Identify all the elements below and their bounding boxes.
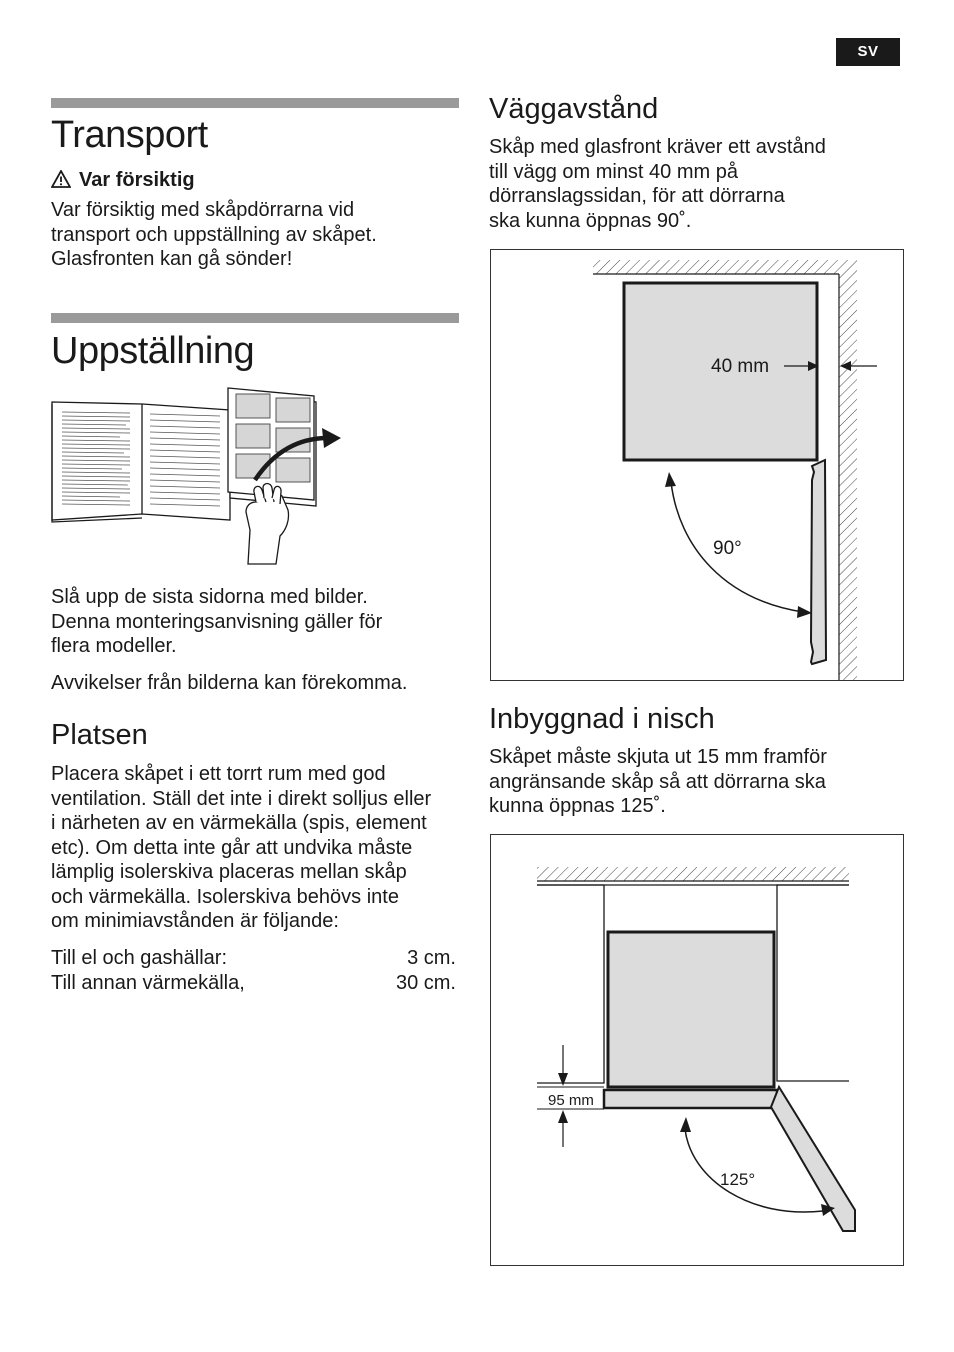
text-line: Skåp med glasfront kräver ett avstånd bbox=[489, 136, 826, 158]
language-badge: SV bbox=[836, 38, 900, 66]
text-line: Skåpet måste skjuta ut 15 mm framför bbox=[489, 746, 827, 768]
wall-distance-diagram bbox=[491, 250, 903, 680]
distance-label: 95 mm bbox=[548, 1092, 594, 1109]
distance-label: 40 mm bbox=[711, 356, 770, 377]
top-wall bbox=[537, 867, 849, 881]
text-line: flera modeller. bbox=[51, 635, 177, 657]
distance-table bbox=[51, 946, 456, 995]
open-door bbox=[811, 460, 826, 664]
distance-value: 3 cm. bbox=[407, 947, 456, 969]
distance-label: Till annan värmekälla, bbox=[51, 971, 245, 994]
arrow-head bbox=[797, 606, 812, 618]
text-line: Slå upp de sista sidorna med bilder. bbox=[51, 586, 368, 608]
niche-figure bbox=[490, 834, 904, 1266]
transport-title: Transport bbox=[51, 114, 208, 156]
uppstallning-text bbox=[51, 585, 461, 659]
text-line: kunna öppnas 125˚. bbox=[489, 795, 666, 817]
distance-row bbox=[51, 971, 456, 996]
text-line: lämplig isolerskiva placeras mellan skåp bbox=[51, 861, 407, 883]
cabinet-front bbox=[604, 1090, 777, 1108]
text-line: Denna monteringsanvisning gäller för bbox=[51, 610, 383, 633]
text-line: i närheten av en värmekälla (spis, element bbox=[51, 812, 427, 834]
warning-label: Var försiktig bbox=[79, 169, 195, 191]
warning-icon bbox=[51, 170, 71, 188]
nisch-text bbox=[489, 745, 909, 819]
text-line: om minimiavstånden är följande: bbox=[51, 910, 339, 932]
right-neighbor-cabinet bbox=[777, 885, 849, 1081]
booklet-illustration bbox=[50, 380, 350, 570]
left-neighbor-cabinet bbox=[537, 885, 604, 1083]
platsen-title: Platsen bbox=[51, 719, 148, 751]
transport-text bbox=[51, 198, 461, 272]
warning-heading bbox=[51, 168, 195, 192]
section-rule bbox=[51, 98, 459, 108]
vaggavstand-text bbox=[489, 135, 909, 233]
cabinet bbox=[608, 932, 774, 1087]
text-line: Var försiktig med skåpdörrarna vid bbox=[51, 199, 355, 221]
text-line: transport och uppställning av skåpet. bbox=[51, 223, 377, 246]
angle-label: 125° bbox=[720, 1170, 756, 1189]
section-rule bbox=[51, 313, 459, 323]
distance-label: Till el och gashällar: bbox=[51, 947, 228, 969]
text-line: angränsande skåp så att dörrarna ska bbox=[489, 770, 826, 793]
text-line: dörranslagssidan, för att dörrarna bbox=[489, 185, 785, 207]
nisch-title: Inbyggnad i nisch bbox=[489, 703, 715, 735]
text-line: ska kunna öppnas 90˚. bbox=[489, 209, 692, 232]
text-line: ventilation. Ställ det inte i direkt solljus eller bbox=[51, 787, 432, 810]
deviation-note: Avvikelser från bilderna kan förekomma. bbox=[51, 672, 408, 694]
arrow-head bbox=[680, 1117, 691, 1132]
arrow-head bbox=[665, 472, 676, 487]
distance-row bbox=[51, 946, 456, 971]
text-line: och värmekälla. Isolerskiva behövs inte bbox=[51, 885, 399, 908]
text-line: till vägg om minst 40 mm på bbox=[489, 160, 738, 183]
angle-label: 90° bbox=[713, 538, 742, 559]
uppstallning-title: Uppställning bbox=[51, 330, 255, 372]
arrow-head bbox=[558, 1110, 568, 1123]
vaggavstand-title: Väggavstånd bbox=[489, 93, 659, 125]
arrow-head bbox=[558, 1073, 568, 1086]
top-wall bbox=[593, 260, 857, 274]
wall-distance-figure bbox=[490, 249, 904, 681]
niche-diagram bbox=[491, 835, 903, 1265]
text-line: Glasfronten kan gå sönder! bbox=[51, 248, 293, 270]
text-line: etc). Om detta inte går att undvika måste bbox=[51, 836, 413, 859]
side-wall bbox=[839, 274, 857, 680]
text-line: Placera skåpet i ett torrt rum med god bbox=[51, 763, 386, 785]
arrow-head bbox=[322, 428, 341, 448]
open-door bbox=[771, 1087, 855, 1231]
distance-value: 30 cm. bbox=[395, 971, 456, 994]
platsen-text bbox=[51, 762, 466, 934]
